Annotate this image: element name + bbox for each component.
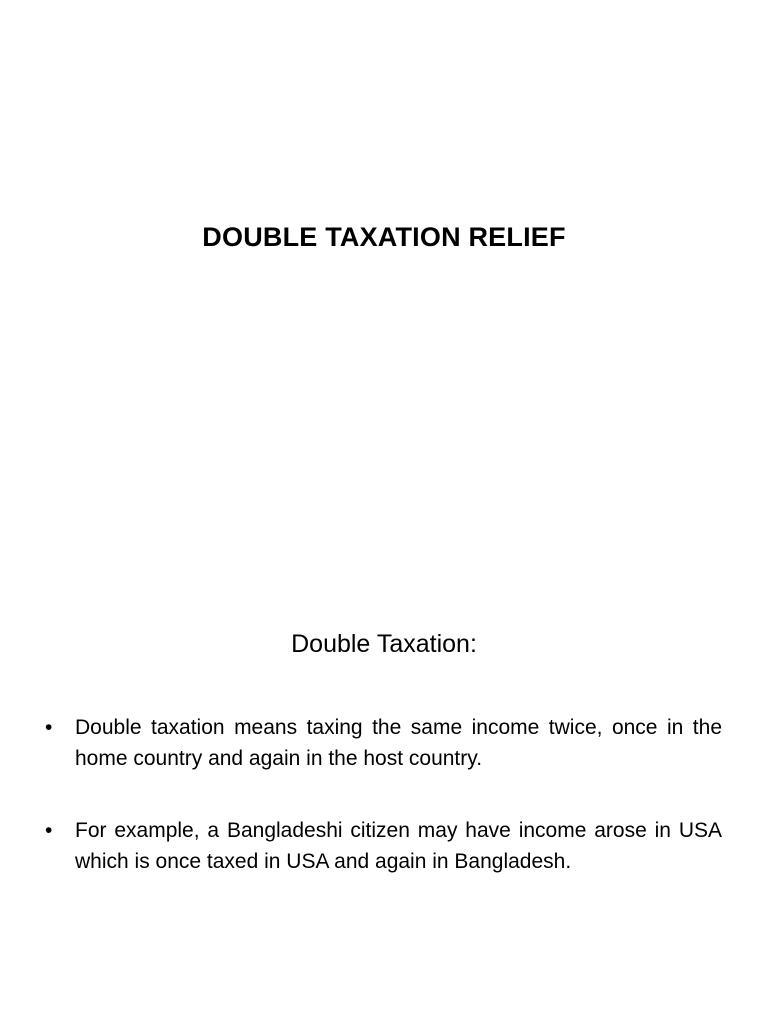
bullet-text: Double taxation means taxing the same income twice, once in the home country and again in the host country. [75,716,722,770]
bullet-item [45,815,722,877]
slide-title: DOUBLE TAXATION RELIEF [202,222,566,252]
content-slide [0,512,768,1024]
bullet-list [45,712,722,918]
bullet-dot-icon: • [45,716,53,739]
bullet-item [45,712,722,774]
bullet-text: For example, a Bangladeshi citizen may have income arose in USA which is once taxed in USA and again in Bangladesh. [75,819,722,873]
bullet-dot-icon: • [45,819,53,842]
section-heading: Double Taxation: [291,630,477,658]
